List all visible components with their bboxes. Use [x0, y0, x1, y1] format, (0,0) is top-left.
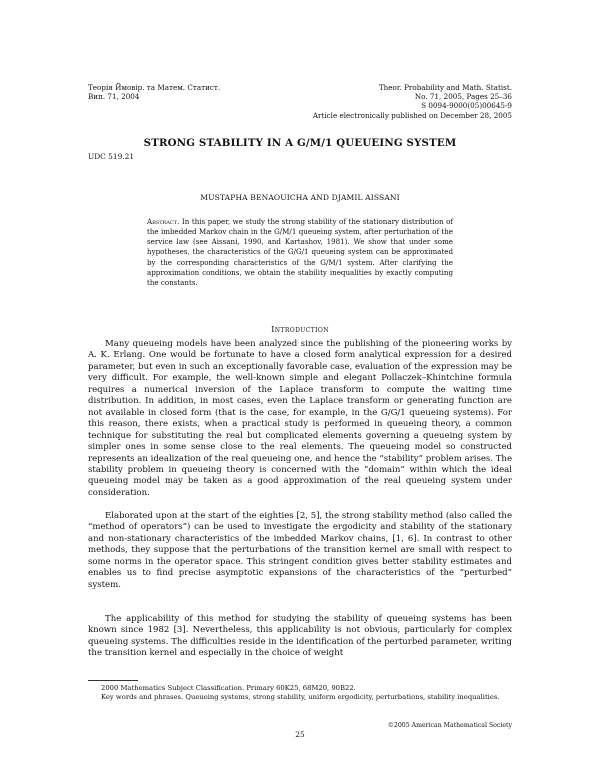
paragraph-text: The applicability of this method for studying the stability of queueing systems has been known since 1982 [3]. Nevertheless, this applicability is not obvious, particularly for complex queueing systems. The difficulties reside in the identification of the perturbed parameter, writing the transition kernel and especially in the choice of weight	[88, 614, 512, 659]
msc-classification: 2000 Mathematics Subject Classification. Primary 60K25, 68M20, 90B22.	[101, 684, 356, 692]
body-paragraph-3	[88, 614, 512, 660]
journal-issue: No. 71, 2005, Pages 25–36	[414, 92, 512, 102]
abstract-text: In this paper, we study the strong stability of the stationary distribution of the imbedded Markov chain in the G/M/1 queueing system, after perturbation of the service law (see Aissani, 1990, and Kartashov, 1981). We show that under some hypotheses, the characteristics of the G/G/1 queueing system can be approximated by the corresponding characteristics of the G/M/1 system. After clarifying the approximation conditions, we obtain the stability inequalities by exactly computing the constants.	[147, 217, 453, 287]
journal-header-left	[88, 83, 220, 101]
abstract	[147, 217, 453, 288]
paper-title: STRONG STABILITY IN A G/M/1 QUEUEING SYSTEM	[143, 137, 457, 149]
page-number: 25	[295, 730, 305, 739]
journal-volume-ukr: Вип. 71, 2004	[88, 92, 140, 102]
section-heading: Introduction	[271, 324, 329, 334]
paragraph-text: Elaborated upon at the start of the eighties [2, 5], the strong stability method (also called the “method of operators”) can be used to investigate the ergodicity and stability of the stationary and non-stationary characteristics of the imbedded Markov chains, [1, 6]. In contrast to other methods, they suppose that the perturbations of the transition kernel are small with respect to some norms in the operator space. This stringent condition gives better stability estimates and enables us to find precise asymptotic expansions of the characteristics of the “perturbed” system.	[88, 511, 512, 590]
paragraph-text: Many queueing models have been analyzed since the publishing of the pioneering works by A. K. Erlang. One would be fortunate to have a closed form analytical expression for a desired parameter, but even in such an exceptionally favorable case, evaluation of the expression may be very difficult. For example, the well-known simple and elegant Pollaczek–Khintchine formula requires a numerical inversion of the Laplace transform to compute the waiting time distribution. In addition, in most cases, even the Laplace transform or generating function are not available in closed form (that is the case, for example, in the G/G/1 queueing systems). For this reason, there exists, when a practical study is performed in queueing theory, a common technique for substituting the real but complicated elements governing a queueing system by simpler ones in some sense close to the real elements. The queueing model so constructed represents an idealization of the real queueing one, and hence the “stability” problem arises. The stability problem in queueing theory is concerned with the “domain” within which the ideal queueing model may be taken as a good approximation of the real queueing system under consideration.	[88, 339, 512, 498]
publication-date: Article electronically published on December 28, 2005	[312, 110, 512, 120]
abstract-label: Abstract.	[147, 217, 180, 226]
journal-header-right	[313, 83, 512, 120]
journal-title-ukr: Теорія Ймовір. та Матем. Статист.	[88, 83, 221, 92]
copyright-notice: ©2005 American Mathematical Society	[387, 722, 512, 729]
article-id: S 0094-9000(05)00645-9	[421, 101, 512, 111]
keywords: Key words and phrases. Queueing systems, strong stability, uniform ergodicity, perturbations, stability inequalities.	[101, 693, 500, 702]
footnote-rule	[88, 680, 138, 681]
body-paragraph-2	[88, 511, 512, 591]
body-paragraph-1	[88, 339, 512, 499]
author-list: MUSTAPHA BENAOUICHA AND DJAMIL AISSANI	[200, 193, 400, 202]
footnotes	[88, 684, 512, 702]
journal-title-eng: Theor. Probability and Math. Statist.	[378, 83, 512, 92]
udc-code: UDC 519.21	[88, 152, 135, 161]
